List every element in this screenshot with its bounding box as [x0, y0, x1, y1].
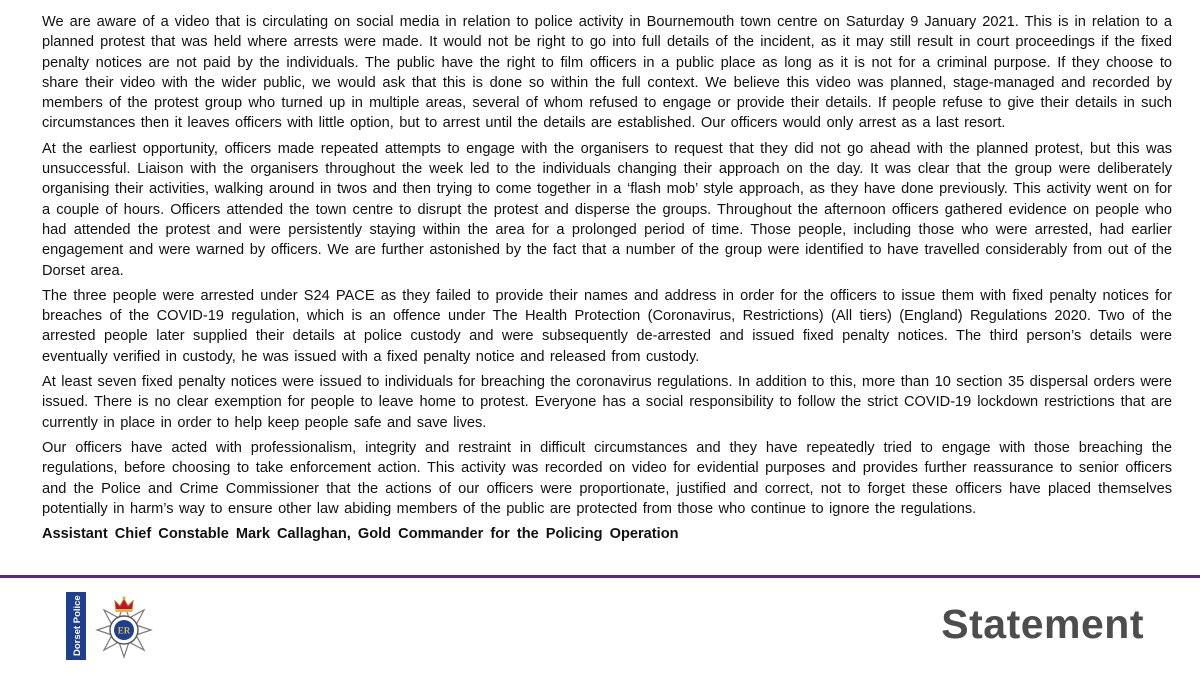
statement-body: [42, 12, 1172, 544]
badge-monogram: ER: [117, 625, 131, 636]
logo-wordmark: Dorset Police: [72, 595, 83, 656]
statement-paragraph-4: At least seven fixed penalty notices were issued to individuals for breaching the coronavirus regulations. In addition to this, more than 10 section 35 dispersal orders were issued. There is no clear exemption for people to leave home to protest. Everyone has a social responsibility to follow the strict COVID-19 lockdown restrictions that are currently in place in order to help keep people safe and save lives.: [42, 374, 1172, 431]
crown-badge-icon: [97, 596, 151, 657]
statement-paragraph-3: The three people were arrested under S24 PACE as they failed to provide their names and address in order for the officers to issue them with fixed penalty notices for breaches of the COVID-19 regulation, which is an offence under The Health Protection (Coronavirus, Restrictions) (All tiers) (England) Regulations 2020. Two of the arrested people later supplied their details at police custody and were subsequently de-arrested and issued fixed penalty notices. The third person’s details were eventually verified in custody, he was issued with a fixed penalty notice and released from custody.: [42, 287, 1172, 365]
dorset-police-logo-icon: [66, 592, 162, 660]
statement-paragraph-1: We are aware of a video that is circulating on social media in relation to police activity in Bournemouth town centre on Saturday 9 January 2021. This is in relation to a planned protest that was held where arrests were made. It would not be right to go into full details of the incident, as it may still result in court proceedings if the fixed penalty notices are not paid by the individuals. The public have the right to film officers in a public place as long as it is not for a criminal purpose. If they choose to share their video with the wider public, we would ask that this is done so within the full context. We believe this video was planned, stage-managed and recorded by members of the protest group who turned up in multiple areas, several of whom refused to engage or provide their details. If people refuse to give their details in such circumstances then it leaves officers with little option, but to arrest until the details are established. Our officers would only arrest as a last resort.: [42, 14, 1172, 132]
statement-heading: Statement: [941, 601, 1144, 647]
footer-divider: [0, 575, 1200, 578]
signature-line: Assistant Chief Constable Mark Callaghan, Gold Commander for the Policing Operation: [42, 526, 679, 543]
statement-paragraph-5: Our officers have acted with professionalism, integrity and restraint in difficult circumstances and they have repeatedly tried to engage with those breaching the regulations, before choosing to take enforcement action. This activity was recorded on video for evidential purposes and provides further reassurance to senior officers and the Police and Crime Commissioner that the actions of our officers were proportionate, justified and correct, not to forget these officers have placed themselves potentially in harm’s way to ensure other law abiding members of the public are protected from those who continue to ignore the regulations.: [42, 439, 1172, 517]
statement-paragraph-2: At the earliest opportunity, officers made repeated attempts to engage with the organisers to request that they did not go ahead with the planned protest, but this was unsuccessful. Liaison with the organisers throughout the week led to the individuals changing their approach on the day. It was clear that the group were deliberately organising their activities, walking around in twos and then trying to come together in a ‘flash mob’ style approach, as they have done previously. This activity went on for a couple of hours. Officers attended the town centre to disrupt the protest and disperse the groups. Throughout the afternoon officers gathered evidence on people who had attended the protest and were persistently staying within the area for a prolonged period of time. Those people, including those who were arrested, had earlier engagement and were warned by officers. We are further astonished by the fact that a number of the group were identified to have travelled considerably from out of the Dorset area.: [42, 140, 1172, 279]
